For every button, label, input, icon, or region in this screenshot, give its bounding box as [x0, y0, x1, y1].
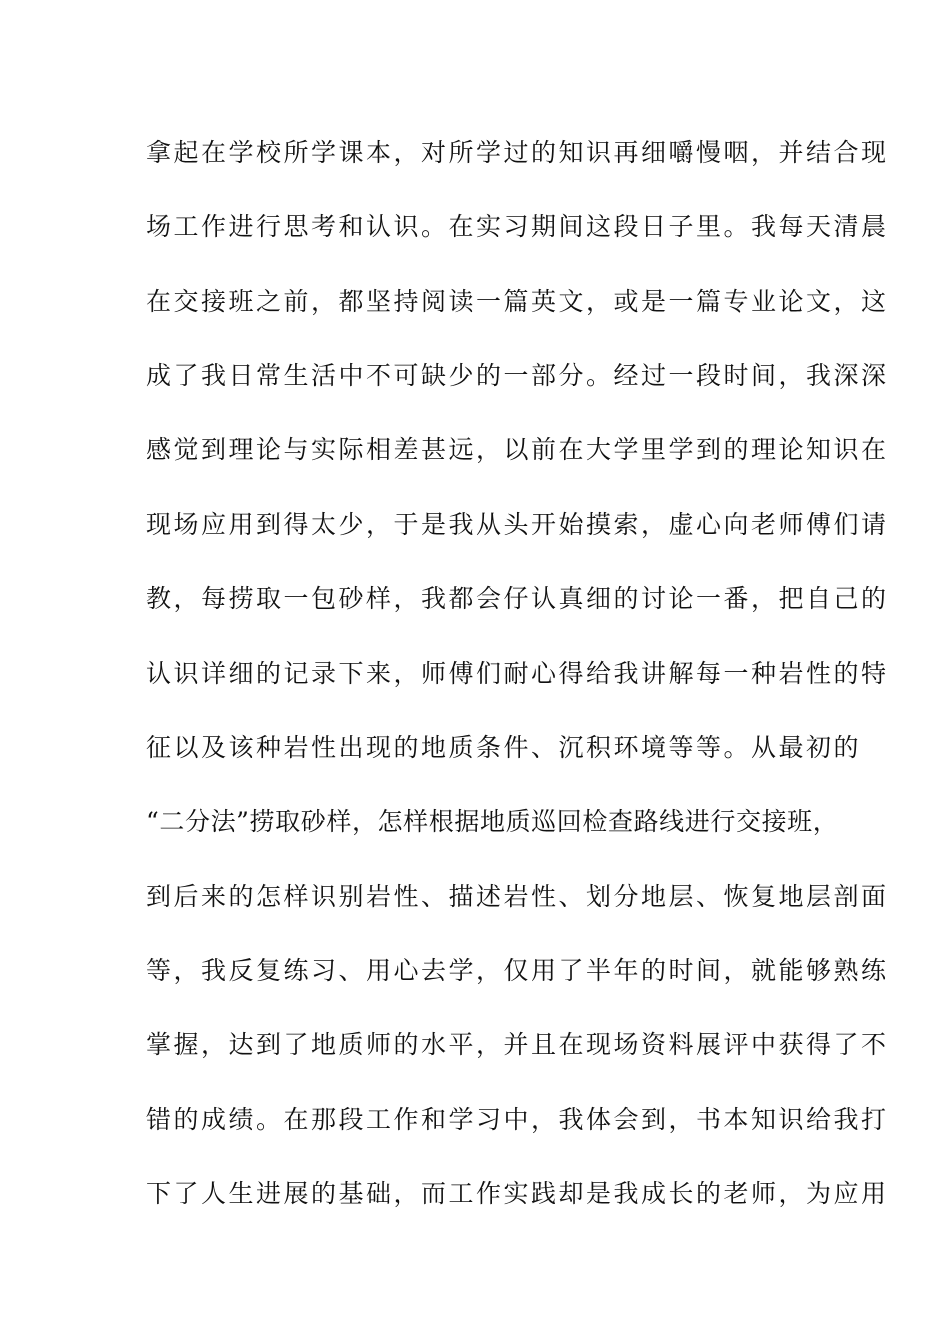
paragraph-line-4: 成了我日常生活中不可缺少的一部分。经过一段时间，我深深	[146, 361, 889, 390]
paragraph-line-8: 认识详细的记录下来，师傅们耐心得给我讲解每一种岩性的特	[146, 659, 889, 688]
paragraph-line-13: 掌握，达到了地质师的水平，并且在现场资料展评中获得了不	[146, 1030, 889, 1059]
paragraph-line-5: 感觉到理论与实际相差甚远，以前在大学里学到的理论知识在	[146, 435, 889, 464]
paragraph-line-12: 等，我反复练习、用心去学，仅用了半年的时间，就能够熟练	[146, 956, 889, 985]
paragraph-line-3: 在交接班之前，都坚持阅读一篇英文，或是一篇专业论文，这	[146, 287, 889, 316]
paragraph-line-7: 教，每捞取一包砂样，我都会仔认真细的讨论一番，把自己的	[146, 584, 889, 613]
paragraph-line-6: 现场应用到得太少，于是我从头开始摸索，虚心向老师傅们请	[146, 510, 889, 539]
paragraph-line-11: 到后来的怎样识别岩性、描述岩性、划分地层、恢复地层剖面	[146, 882, 889, 911]
paragraph-line-9: 征以及该种岩性出现的地质条件、沉积环境等等。从最初的	[146, 733, 862, 762]
paragraph-line-1: 拿起在学校所学课本，对所学过的知识再细嚼慢咽，并结合现	[146, 138, 889, 167]
paragraph-line-15: 下了人生进展的基础，而工作实践却是我成长的老师，为应用	[146, 1179, 889, 1208]
paragraph-line-14: 错的成绩。在那段工作和学习中，我体会到，书本知识给我打	[146, 1105, 889, 1134]
paragraph-line-10: “二分法”捞取砂样，怎样根据地质巡回检查路线进行交接班，	[146, 807, 839, 836]
paragraph-line-2: 场工作进行思考和认识。在实习期间这段日子里。我每天清晨	[146, 212, 889, 241]
